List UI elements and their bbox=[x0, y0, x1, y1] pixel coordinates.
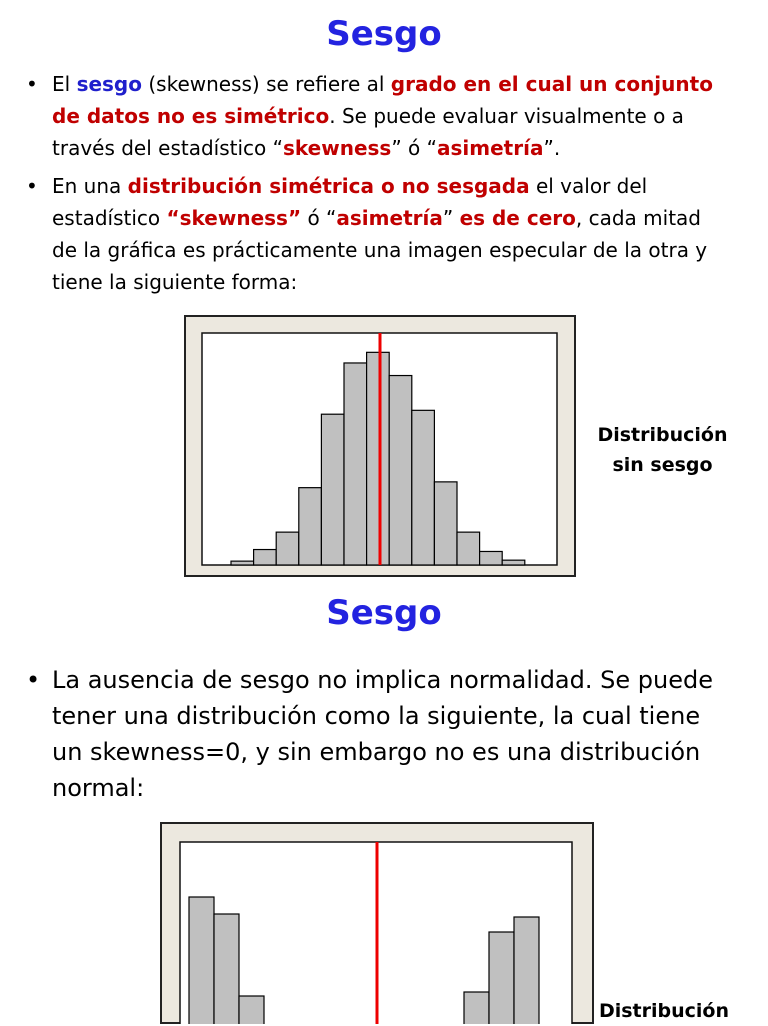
slide1-bullets bbox=[26, 68, 726, 304]
chart2-label bbox=[594, 996, 734, 1026]
text: , cada mitad de la gráfica es prácticamente una imagen especular de la otra y tiene la siguiente forma: bbox=[52, 206, 708, 294]
highlight: “skewness” bbox=[166, 206, 302, 230]
chart1-label bbox=[590, 420, 735, 480]
text: . Se puede evaluar visualmente o a través del estadístico “ bbox=[52, 104, 684, 160]
chart1-label-line1: Distribución bbox=[597, 424, 728, 446]
chart1-bar-2 bbox=[276, 532, 299, 565]
slide1-bullet-1 bbox=[26, 68, 726, 164]
chart1-bar-3 bbox=[299, 488, 322, 565]
chart1-bar-1 bbox=[254, 550, 277, 565]
text: ” bbox=[442, 206, 460, 230]
slide2-bullet-1: • La ausencia de sesgo no implica normalidad. Se puede tener una distribución como la siguiente, la cual tiene un skewness=0, y sin embargo no es una distribución normal: bbox=[26, 662, 726, 806]
chart1-bar-7 bbox=[389, 376, 412, 565]
chart1-bar-8 bbox=[412, 410, 435, 565]
symmetric-histogram bbox=[184, 315, 576, 577]
chart2-bar-1 bbox=[214, 914, 239, 1024]
text: (skewness) se refiere al bbox=[142, 72, 391, 96]
highlight: asimetría bbox=[437, 136, 544, 160]
highlight: sesgo bbox=[76, 72, 142, 96]
text: ó “ bbox=[301, 206, 337, 230]
chart2-bar-12 bbox=[489, 932, 514, 1024]
chart1-bar-10 bbox=[457, 532, 480, 565]
text: El bbox=[52, 72, 77, 96]
chart1-label-line2: sin sesgo bbox=[612, 454, 713, 476]
highlight: es de cero bbox=[459, 206, 576, 230]
text: ”. bbox=[543, 136, 561, 160]
chart2-bar-13 bbox=[514, 917, 539, 1024]
highlight: distribución simétrica o no sesgada bbox=[127, 174, 530, 198]
chart1-bar-4 bbox=[321, 414, 344, 565]
chart1-bar-5 bbox=[344, 363, 367, 565]
slide2-bullets bbox=[26, 662, 726, 806]
chart1-bar-12 bbox=[502, 560, 525, 565]
chart1-bar-0 bbox=[231, 561, 254, 565]
text: ” ó “ bbox=[391, 136, 438, 160]
bimodal-histogram bbox=[160, 822, 594, 1024]
chart2-bar-2 bbox=[239, 996, 264, 1024]
chart2-bar-11 bbox=[464, 992, 489, 1024]
chart1-bar-9 bbox=[434, 482, 457, 565]
text: En una bbox=[52, 174, 128, 198]
highlight: skewness bbox=[283, 136, 392, 160]
chart1-bar-11 bbox=[480, 551, 503, 565]
chart2-bar-0 bbox=[189, 897, 214, 1024]
highlight: asimetría bbox=[336, 206, 443, 230]
chart1-bar-6 bbox=[367, 352, 390, 565]
chart2-label-line1: Distribución bbox=[598, 1000, 730, 1022]
slide1-bullet-2 bbox=[26, 170, 726, 298]
highlight: grado en el cual un conjunto de datos no es simétrico bbox=[52, 72, 713, 128]
slide1-title: Sesgo bbox=[326, 14, 442, 54]
text: el valor del estadístico bbox=[52, 174, 648, 230]
slide2-title: Sesgo bbox=[326, 593, 442, 633]
